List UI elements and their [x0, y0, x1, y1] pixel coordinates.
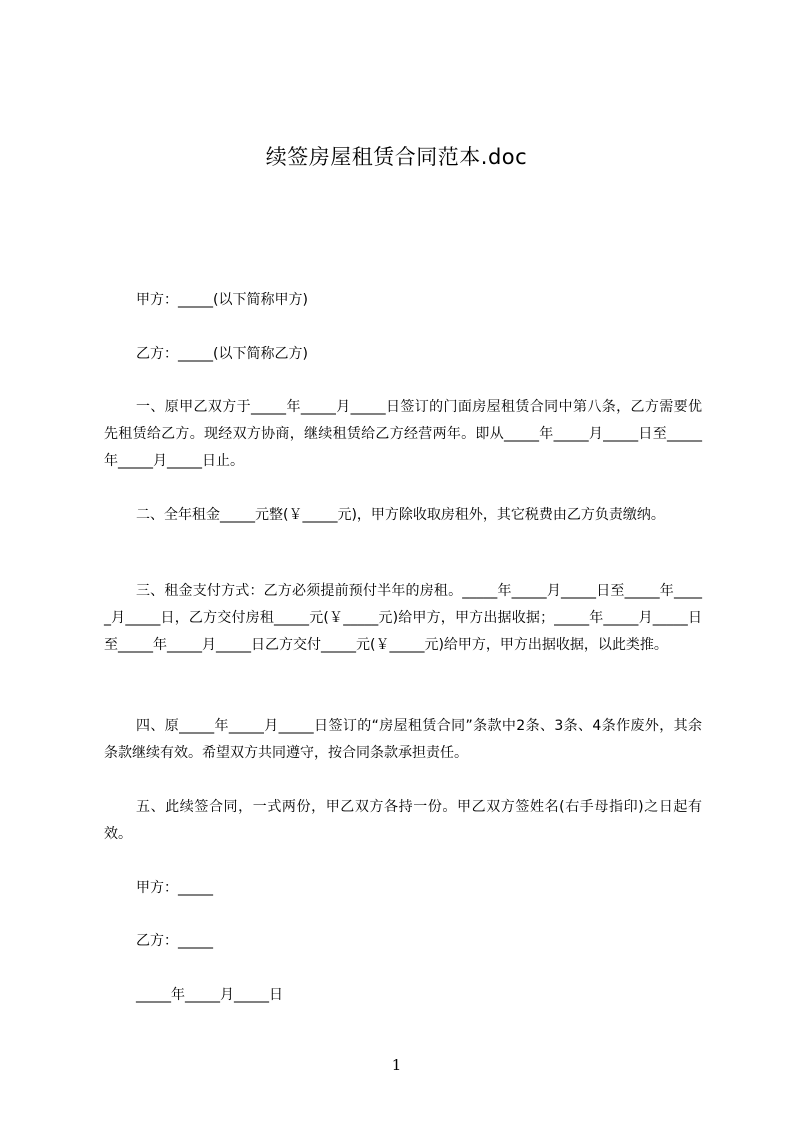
page-number: 1: [391, 1056, 402, 1074]
signature-date: _____年_____月_____日: [136, 987, 283, 1003]
party-a-line: 甲方：_____(以下简称甲方): [136, 292, 308, 308]
signature-party-b: 乙方：_____: [136, 933, 213, 949]
signature-party-a: 甲方：_____: [136, 880, 213, 896]
clause-1: 一、原甲乙双方于_____年_____月_____日签订的门面房屋租赁合同中第八条，乙方需要优先租赁给乙方。现经双方协商，继续租赁给乙方经营两年。即从_____年_____月_____日至_____年_____月_____日止。: [104, 399, 702, 469]
party-b-line: 乙方：_____(以下简称乙方): [136, 346, 308, 362]
clause-3: 三、租金支付方式：乙方必须提前预付半年的房租。_____年_____月_____日至_____年_____月_____日，乙方交付房租_____元(￥_____元)给甲方，甲方出据收据；_____年_____月_____日至_____年_____月_____日乙方交付_____元(￥_____元)给甲方，甲方出据收据，以此类推。: [104, 583, 702, 653]
clause-2: 二、全年租金_____元整(￥_____元)，甲方除收取房租外，其它税费由乙方负责缴纳。: [136, 507, 665, 523]
document-title: 续签房屋租赁合同范本.doc: [265, 145, 528, 169]
clause-5: 五、此续签合同，一式两份，甲乙双方各持一份。甲乙双方签姓名(右手母指印)之日起有效。: [104, 799, 702, 842]
clause-4: 四、原_____年_____月_____日签订的“房屋租赁合同”条款中2条、3条、4条作废外，其余条款继续有效。希望双方共同遵守，按合同条款承担责任。: [104, 718, 702, 761]
